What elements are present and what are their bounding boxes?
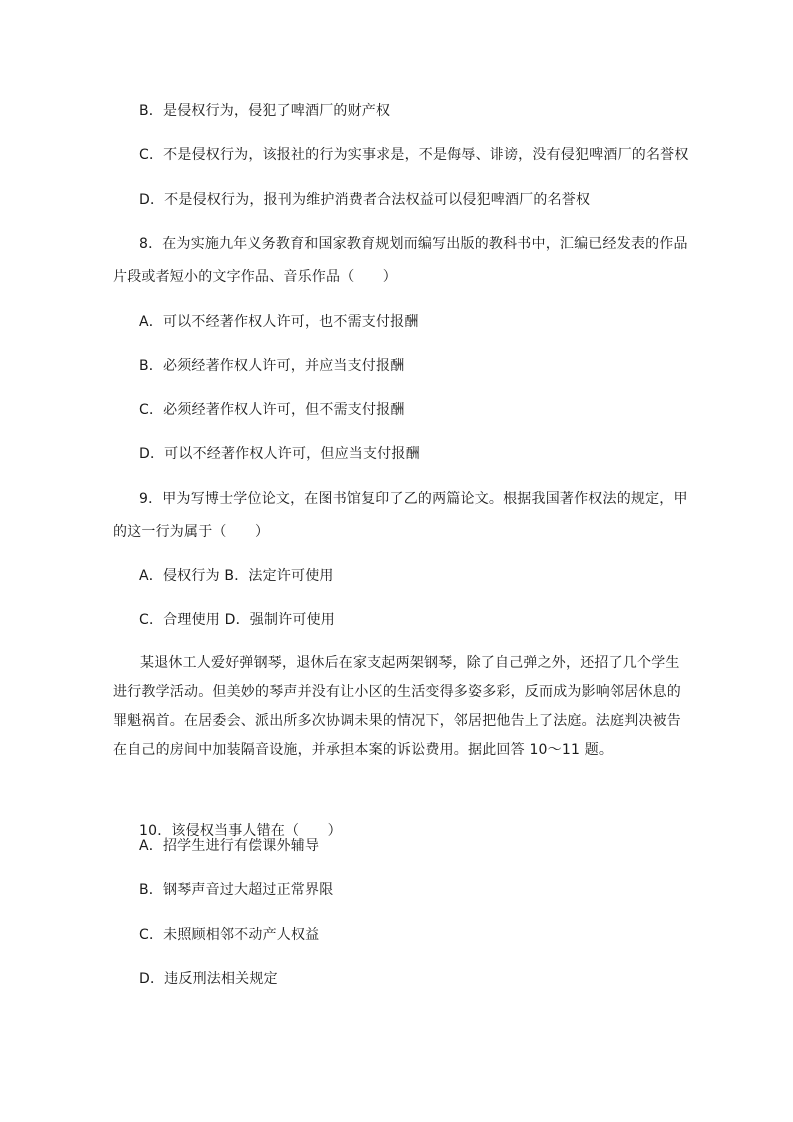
q8-option-c: C．必须经著作权人许可，但不需支付报酬 [139, 402, 405, 418]
q10-option-d: D．违反刑法相关规定 [139, 971, 278, 987]
q9-stem-line2: 的这一行为属于（ ） [113, 524, 270, 540]
q10-option-c: C．未照顾相邻不动产人权益 [139, 927, 320, 943]
q8-option-d: D．可以不经著作权人许可，但应当支付报酬 [139, 446, 420, 462]
q7-option-d: D．不是侵权行为，报刊为维护消费者合法权益可以侵犯啤酒厂的名誉权 [139, 192, 591, 208]
q7-option-b: B．是侵权行为，侵犯了啤酒厂的财产权 [139, 103, 391, 119]
q9-stem-line1: 9．甲为写博士学位论文，在图书馆复印了乙的两篇论文。根据我国著作权法的规定，甲 [139, 491, 688, 507]
q8-option-a: A．可以不经著作权人许可，也不需支付报酬 [139, 314, 419, 330]
q9-options-cd: C．合理使用 D．强制许可使用 [139, 612, 336, 628]
q10-option-b: B．钢琴声音过大超过正常界限 [139, 882, 334, 898]
q9-options-ab: A．侵权行为 B．法定许可使用 [139, 568, 334, 584]
q10-option-a: A．招学生进行有偿课外辅导 [139, 838, 320, 854]
q7-option-c: C．不是侵权行为，该报社的行为实事求是，不是侮辱、诽谤，没有侵犯啤酒厂的名誉权 [139, 147, 689, 163]
q8-stem-line1: 8．在为实施九年义务教育和国家教育规划而编写出版的教科书中，汇编已经发表的作品 [139, 236, 688, 252]
case-paragraph: 某退休工人爱好弹钢琴，退休后在家支起两架钢琴，除了自己弹之外，还招了几个学生进行教学活动。但美妙的琴声并没有让小区的生活变得多姿多彩，反而成为影响邻居休息的罪魁祸首。在居委会、派出所多次协调未果的情况下，邻居把他告上了法庭。法庭判决被告在自己的房间中加装隔音设施，并承担本案的诉讼费用。据此回答 10～11 题。 [113, 655, 681, 758]
q8-stem-line2: 片段或者短小的文字作品、音乐作品（ ） [113, 269, 397, 285]
q10-stem: 10．该侵权当事人错在（ ） [139, 823, 342, 839]
q8-option-b: B．必须经著作权人许可，并应当支付报酬 [139, 358, 405, 374]
